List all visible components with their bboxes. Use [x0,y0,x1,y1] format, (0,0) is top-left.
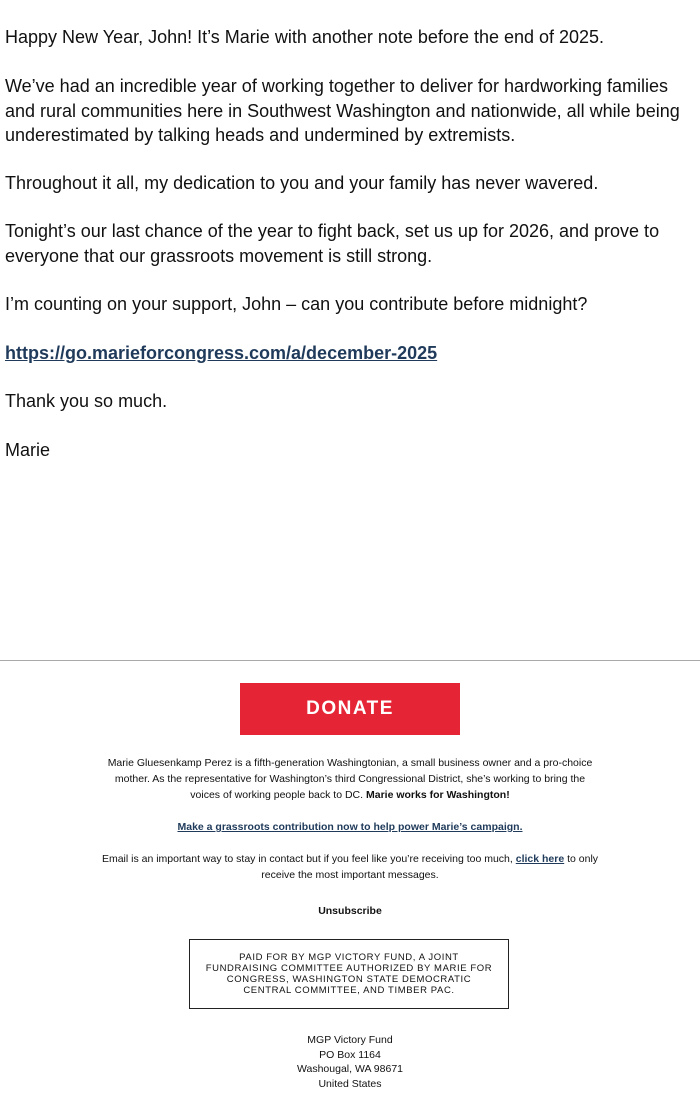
signature: Marie [5,440,51,460]
address-line-2: PO Box 1164 [319,1048,381,1061]
bio-bold: Marie works for Washington! [365,789,510,801]
footer-divider [0,660,700,661]
bio-text [100,755,600,803]
body-paragraph-3: Tonight’s our last chance of the year to fight back, set us up for 2026, and prove to everyone that our grassroots movement is still strong. [5,221,660,266]
body-paragraph-4: I’m counting on your support, John – can you contribute before midnight? [5,294,588,314]
email-note-text: Email is an important way to stay in contact but if you feel like you’re receiving too much, [101,853,516,865]
address-line-4: United States [318,1077,382,1090]
unsubscribe-link[interactable]: Unsubscribe [318,905,382,917]
thanks-paragraph: Thank you so much. [5,391,168,411]
paid-for-disclaimer: PAID FOR BY MGP VICTORY FUND, A JOINT FUNDRAISING COMMITTEE AUTHORIZED BY MARIE FOR CONGRESS, WASHINGTON STATE DEMOCRATIC CENTRAL COMMITTEE, AND TIMBER PAC. [189,939,509,1009]
greeting-paragraph: Happy New Year, John! It’s Marie with another note before the end of 2025. [5,27,605,47]
donation-link[interactable]: https://go.marieforcongress.com/a/december-2025 [5,343,438,363]
contribution-link[interactable]: Make a grassroots contribution now to help power Marie’s campaign. [177,821,523,833]
body-paragraph-1: We’ve had an incredible year of working together to deliver for hardworking families and rural communities here in Southwest Washington and nationwide, all while being underestimated by talking heads and undermined by extremists. [5,76,680,145]
click-here-link[interactable]: click here [515,853,565,865]
mailing-address [0,1033,700,1091]
email-preferences-note [90,851,610,883]
address-line-3: Washougal, WA 98671 [296,1063,404,1075]
bio-sentence: Marie Gluesenkamp Perez is a fifth-generation Washingtonian, a small business owner and a pro-choice mother. As the representative for Washington’s third Congressional District, she’s working to bring the voices of working people back to DC. [107,757,593,801]
contribution-note [0,819,700,835]
address-line-1: MGP Victory Fund [307,1034,393,1046]
email-note-text-end: to only receive the most important messages. [261,853,599,881]
donate-button[interactable]: DONATE [240,683,460,735]
body-paragraph-2: Throughout it all, my dedication to you and your family has never wavered. [5,173,599,193]
